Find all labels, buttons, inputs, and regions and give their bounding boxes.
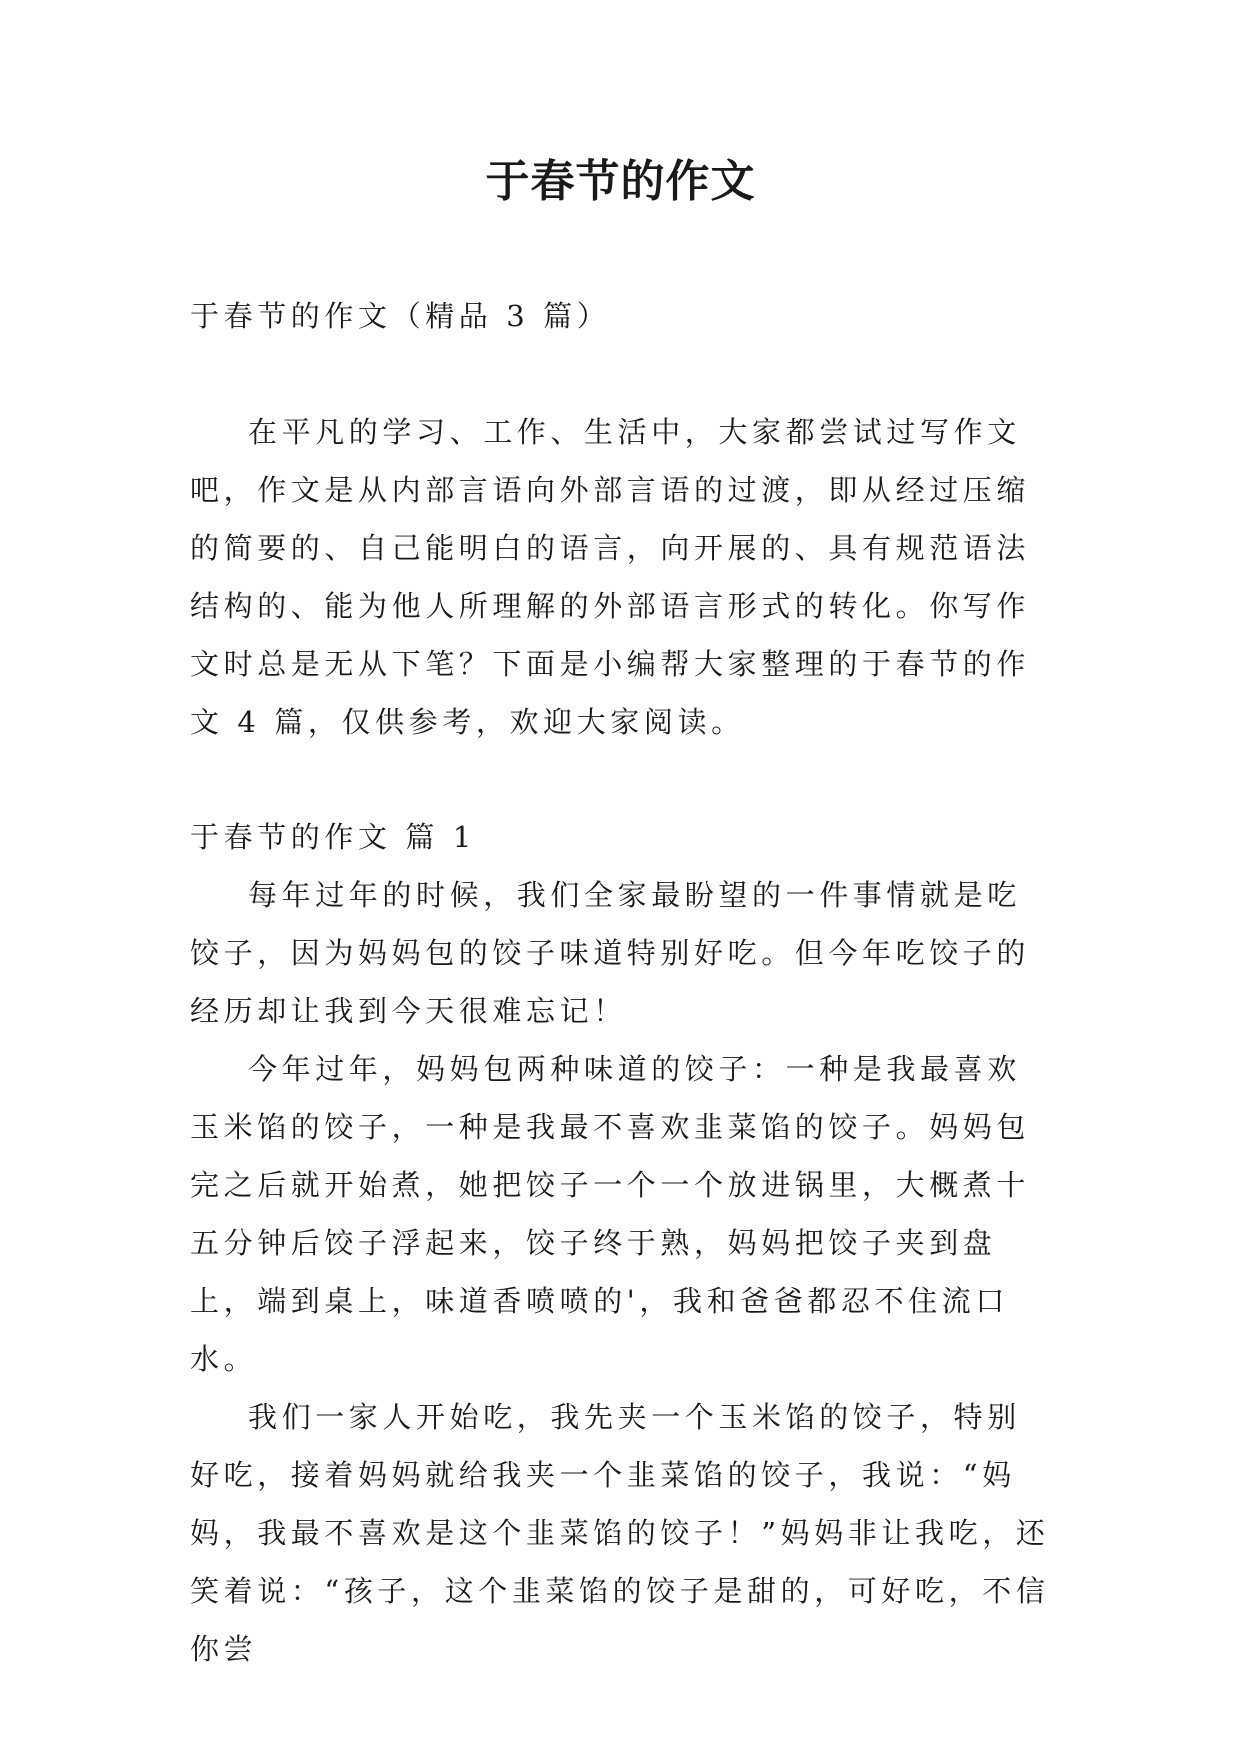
document-subtitle: 于春节的作文（精品 3 篇） xyxy=(190,299,611,333)
essay-body xyxy=(190,866,1050,1678)
intro-paragraph: 在平凡的学习、工作、生活中，大家都尝试过写作文吧，作文是从内部言语向外部言语的过渡，即从经过压缩的简要的、自己能明白的语言，向开展的、具有规范语法结构的、能为他人所理解的外部语言形式的转化。你写作文时总是无从下笔？下面是小编帮大家整理的于春节的作文 4 篇，仅供参考，欢迎大家阅读。 xyxy=(190,415,1031,739)
body-paragraph-3: 我们一家人开始吃，我先夹一个玉米馅的饺子，特别好吃，接着妈妈就给我夹一个韭菜馅的饺子，我说：“妈妈，我最不喜欢是这个韭菜馅的饺子！”妈妈非让我吃，还笑着说：“孩子，这个韭菜馅的饺子是甜的，可好吃，不信你尝 xyxy=(190,1400,1050,1666)
section-heading: 于春节的作文 篇 1 xyxy=(190,820,476,854)
body-paragraph-2: 今年过年，妈妈包两种味道的饺子：一种是我最喜欢玉米馅的饺子，一种是我最不喜欢韭菜馅的饺子。妈妈包完之后就开始煮，她把饺子一个一个放进锅里，大概煮十五分钟后饺子浮起来，饺子终于熟，妈妈把饺子夹到盘上，端到桌上，味道香喷喷的'，我和爸爸都忍不住流口水。 xyxy=(190,1052,1031,1376)
document-title: 于春节的作文 xyxy=(485,156,756,207)
body-paragraph-1: 每年过年的时候，我们全家最盼望的一件事情就是吃饺子，因为妈妈包的饺子味道特别好吃。但今年吃饺子的经历却让我到今天很难忘记！ xyxy=(190,878,1031,1028)
